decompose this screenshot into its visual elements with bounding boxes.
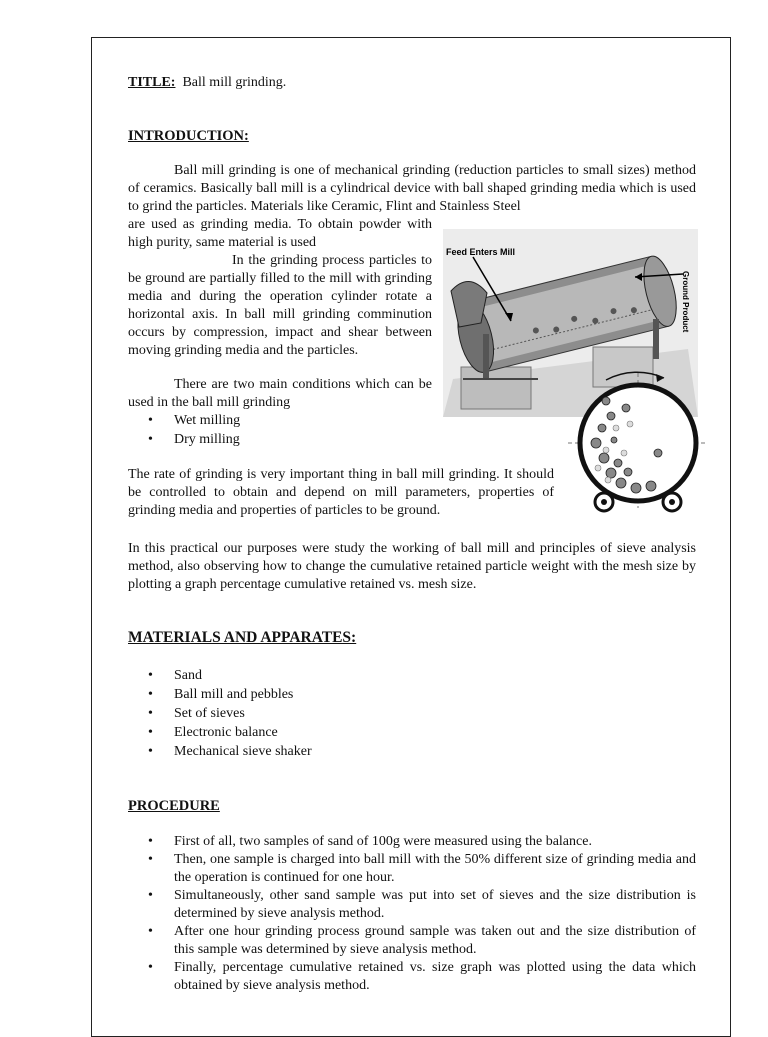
procedure-list <box>128 833 696 995</box>
intro-paragraph-1 <box>128 162 696 216</box>
list-item: • Simultaneously, other sand sample was put into set of sieves and the size distribution is determined by sieve analysis method. <box>128 887 696 923</box>
intro-paragraph-2: are used as grinding media. To obtain powder with high purity, same material is used <box>128 217 432 250</box>
list-item: • Wet milling <box>128 411 240 430</box>
procedure-heading: PROCEDURE <box>128 798 220 814</box>
intro-p1-text: Ball mill grinding is one of mechanical grinding (reduction particles to small sizes) method of ceramics. Basically ball mill is a cylindrical device with ball shaped grinding media which is used to grind the particles. Materials like Ceramic, Flint and Stainless Steel <box>128 163 696 214</box>
title-label: TITLE: <box>128 75 176 90</box>
intro-paragraph-3 <box>128 252 432 360</box>
mill-cross-section-figure <box>566 368 710 520</box>
introduction-heading: INTRODUCTION: <box>128 128 249 144</box>
list-item: • Then, one sample is charged into ball mill with the 50% different size of grinding media and the operation is continued for one hour. <box>128 851 696 887</box>
intro-paragraph-6: In this practical our purposes were study the working of ball mill and principles of sieve analysis method, also observing how to change the cumulative retained particle weight with the mesh size by plotting a graph percentage cumulative retained vs. mesh size. <box>128 541 696 592</box>
materials-heading: MATERIALS AND APPARATES: <box>128 629 357 646</box>
list-item: • Sand <box>128 666 312 685</box>
product-label: Ground Product <box>681 271 690 333</box>
intro-p4-text: There are two main conditions which can be used in the ball mill grinding <box>128 377 432 410</box>
title-line <box>128 74 286 92</box>
list-item: • Set of sieves <box>128 704 312 723</box>
feed-label: Feed Enters Mill <box>446 247 516 257</box>
list-item: • Ball mill and pebbles <box>128 685 312 704</box>
list-item: • After one hour grinding process ground sample was taken out and the size distribution of this sample was determined by sieve analysis method. <box>128 923 696 959</box>
title-value: Ball mill grinding. <box>182 75 287 90</box>
milling-conditions-list <box>128 411 240 449</box>
list-item: • Electronic balance <box>128 723 312 742</box>
list-item: • Finally, percentage cumulative retained vs. size graph was plotted using the data which obtained by sieve analysis method. <box>128 959 696 995</box>
intro-paragraph-5: The rate of grinding is very important thing in ball mill grinding. It should be controlled to obtain and depend on mill parameters, properties of grinding media and properties of particles to be ground. <box>128 467 554 518</box>
list-item: • Dry milling <box>128 430 240 449</box>
materials-list <box>128 666 312 761</box>
intro-p3-text: In the grinding process particles to be ground are partially filled to the mill with grinding media and during the operation cylinder rotate a horizontal axis. In ball mill grinding comminution occurs by compression, impact and shear between moving grinding media and the particles. <box>128 253 432 358</box>
intro-paragraph-4 <box>128 376 432 412</box>
list-item: • Mechanical sieve shaker <box>128 742 312 761</box>
list-item: • First of all, two samples of sand of 100g were measured using the balance. <box>128 833 696 851</box>
